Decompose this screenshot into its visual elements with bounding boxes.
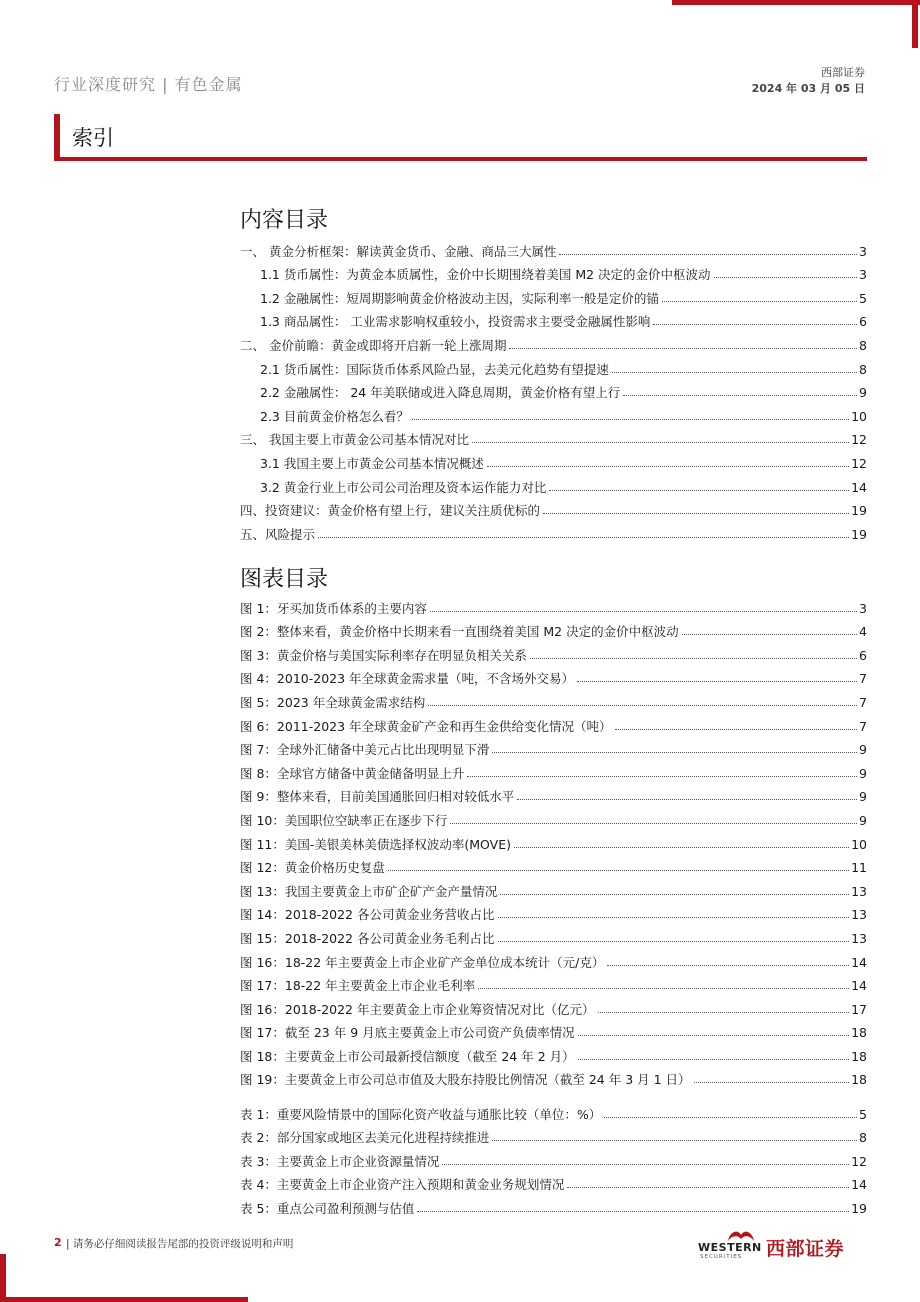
toc-leader-dots <box>472 442 849 443</box>
toc-entry-page: 14 <box>851 479 867 495</box>
toc-entry[interactable] <box>240 876 867 900</box>
toc-entry[interactable] <box>240 236 867 260</box>
toc-entry[interactable] <box>240 947 867 971</box>
toc-leader-dots <box>517 799 857 800</box>
toc-entry-page: 10 <box>851 836 867 852</box>
toc-entry[interactable] <box>240 971 867 995</box>
corner-accent-top-vertical <box>912 0 918 48</box>
toc-entry[interactable] <box>240 1146 867 1170</box>
figures-list <box>240 593 867 1088</box>
toc-entry-page: 17 <box>851 1001 867 1017</box>
toc-entry-page: 13 <box>851 907 867 923</box>
toc-entry-page: 6 <box>859 314 867 330</box>
corner-accent-bottom-horizontal <box>0 1297 248 1302</box>
toc-leader-dots <box>615 729 858 730</box>
logo-chinese: 西部证券 <box>766 1238 845 1260</box>
toc-entry-label: 图 2：整体来看，黄金价格中长期来看一直围绕着美国 M2 决定的金价中枢波动 <box>240 624 679 640</box>
toc-entry-page: 3 <box>859 600 867 616</box>
toc-entry[interactable] <box>240 853 867 877</box>
toc-entry-page: 19 <box>851 1200 867 1216</box>
toc-entry[interactable] <box>240 472 867 496</box>
toc-entry-label: 图 16：18-22 年主要黄金上市企业矿产金单位成本统计（元/克） <box>240 954 605 970</box>
toc-entry[interactable] <box>240 1065 867 1089</box>
toc-leader-dots <box>578 1035 849 1036</box>
section-title: 索引 <box>72 126 114 150</box>
toc-leader-dots <box>442 1164 849 1165</box>
footer-disclaimer: | 请务必仔细阅读报告尾部的投资评级说明和声明 <box>66 1238 294 1250</box>
toc-leader-dots <box>567 1187 849 1188</box>
toc-leader-dots <box>682 634 857 635</box>
toc-entry-label: 2.1 货币属性：国际货币体系风险凸显，去美元化趋势有望提速 <box>260 361 609 377</box>
toc-leader-dots <box>318 537 849 538</box>
toc-leader-dots <box>388 870 849 871</box>
toc-leader-dots <box>577 681 857 682</box>
toc-entry-label: 图 7：全球外汇储备中美元占比出现明显下滑 <box>240 742 490 758</box>
toc-leader-dots <box>467 776 857 777</box>
toc-entry-page: 14 <box>851 978 867 994</box>
toc-leader-dots <box>509 348 857 349</box>
toc-entry[interactable] <box>240 330 867 354</box>
toc-leader-dots <box>492 752 857 753</box>
toc-leader-dots <box>714 277 858 278</box>
toc-entry-label: 表 2：部分国家或地区去美元化进程持续推进 <box>240 1130 490 1146</box>
toc-entry[interactable] <box>240 1041 867 1065</box>
toc-entry-page: 9 <box>859 742 867 758</box>
toc-entry-page: 8 <box>859 361 867 377</box>
toc-leader-dots <box>662 301 857 302</box>
toc-leader-dots <box>428 705 857 706</box>
toc-entry-label: 图 3：黄金价格与美国实际利率存在明显负相关关系 <box>240 647 527 663</box>
toc-entry-label: 3.2 黄金行业上市公司公司治理及资本运作能力对比 <box>260 479 547 495</box>
toc-entry-page: 9 <box>859 765 867 781</box>
tables-list <box>240 1099 867 1217</box>
toc-entry[interactable] <box>240 425 867 449</box>
toc-entry[interactable] <box>240 593 867 617</box>
toc-entry-label: 图 19：主要黄金上市公司总市值及大股东持股比例情况（截至 24 年 3 月 1 日） <box>240 1072 691 1088</box>
toc-entry-label: 表 4：主要黄金上市企业资产注入预期和黄金业务规划情况 <box>240 1177 565 1193</box>
toc-entry-page: 18 <box>851 1048 867 1064</box>
toc-entry-page: 12 <box>851 432 867 448</box>
toc-entry-label: 1.1 货币属性：为黄金本质属性，金价中长期围绕着美国 M2 决定的金价中枢波动 <box>260 267 711 283</box>
toc-entry-page: 18 <box>851 1025 867 1041</box>
toc-entry-label: 五、风险提示 <box>240 526 316 542</box>
section-divider <box>54 157 867 161</box>
toc-entry[interactable] <box>240 687 867 711</box>
toc-leader-dots <box>500 894 849 895</box>
toc-entry[interactable] <box>240 1123 867 1147</box>
toc-entry-label: 图 14：2018-2022 各公司黄金业务营收占比 <box>240 907 495 923</box>
toc-entry[interactable] <box>240 758 867 782</box>
toc-entry[interactable] <box>240 923 867 947</box>
corner-accent-bottom-vertical <box>0 1254 6 1302</box>
toc-leader-dots <box>478 988 849 989</box>
toc-entry-label: 1.2 金融属性：短周期影响黄金价格波动主因，实际利率一般是定价的锚 <box>260 290 659 306</box>
toc-entry-page: 6 <box>859 647 867 663</box>
toc-entry-page: 14 <box>851 1177 867 1193</box>
toc-entry-label: 3.1 我国主要上市黄金公司基本情况概述 <box>260 455 484 471</box>
contents-heading: 内容目录 <box>240 208 329 233</box>
toc-entry-label: 图 4：2010-2023 年全球黄金需求量（吨，不含场外交易） <box>240 671 575 687</box>
toc-entry[interactable] <box>240 1099 867 1123</box>
toc-entry-page: 9 <box>859 789 867 805</box>
toc-entry-label: 2.3 目前黄金价格怎么看？ <box>260 408 409 424</box>
toc-leader-dots <box>607 965 849 966</box>
toc-entry-label: 四、投资建议：黄金价格有望上行，建议关注质优标的 <box>240 503 541 519</box>
toc-entry-page: 19 <box>851 503 867 519</box>
toc-entry[interactable] <box>240 829 867 853</box>
toc-entry-page: 7 <box>859 694 867 710</box>
toc-entry-label: 表 5：重点公司盈利预测与估值 <box>240 1200 415 1216</box>
toc-leader-dots <box>450 823 857 824</box>
toc-leader-dots <box>694 1082 850 1083</box>
toc-entry[interactable] <box>240 378 867 402</box>
toc-entry-page: 7 <box>859 718 867 734</box>
toc-entry[interactable] <box>240 260 867 284</box>
toc-entry[interactable] <box>240 735 867 759</box>
toc-leader-dots <box>498 941 850 942</box>
toc-entry-label: 图 8：全球官方储备中黄金储备明显上升 <box>240 765 465 781</box>
toc-leader-dots <box>412 419 849 420</box>
toc-entry-page: 8 <box>859 337 867 353</box>
toc-entry[interactable] <box>240 401 867 425</box>
toc-entry-label: 图 15：2018-2022 各公司黄金业务毛利占比 <box>240 930 495 946</box>
toc-leader-dots <box>598 1012 850 1013</box>
section-marker <box>54 114 60 160</box>
broker-name: 西部证券 <box>821 66 865 79</box>
toc-entry-page: 11 <box>851 860 867 876</box>
toc-entry[interactable] <box>240 640 867 664</box>
toc-leader-dots <box>549 490 849 491</box>
toc-entry[interactable] <box>240 1170 867 1194</box>
corner-accent-top-horizontal <box>672 0 920 5</box>
toc-entry-page: 13 <box>851 883 867 899</box>
logo-english-sub: SECURITIES <box>700 1254 743 1260</box>
toc-entry[interactable] <box>240 1193 867 1217</box>
toc-entry-label: 图 1：牙买加货币体系的主要内容 <box>240 600 427 616</box>
toc-entry-page: 19 <box>851 526 867 542</box>
toc-entry[interactable] <box>240 354 867 378</box>
toc-entry[interactable] <box>240 782 867 806</box>
toc-entry[interactable] <box>240 805 867 829</box>
toc-leader-dots <box>530 658 857 659</box>
toc-entry-label: 图 16：2018-2022 年主要黄金上市企业筹资情况对比（亿元） <box>240 1001 595 1017</box>
toc-leader-dots <box>604 1117 857 1118</box>
toc-entry-page: 9 <box>859 812 867 828</box>
toc-entry-label: 图 18：主要黄金上市公司最新授信额度（截至 24 年 2 月） <box>240 1048 575 1064</box>
toc-entry-label: 图 5：2023 年全球黄金需求结构 <box>240 694 426 710</box>
toc-entry-page: 13 <box>851 930 867 946</box>
toc-entry[interactable] <box>240 519 867 543</box>
page-number: 2 <box>54 1236 62 1249</box>
toc-entry[interactable] <box>240 711 867 735</box>
toc-entry-label: 图 11：美国-美银美林美债选择权波动率(MOVE) <box>240 836 511 852</box>
toc-entry-page: 5 <box>859 1106 867 1122</box>
toc-entry-label: 二、 金价前瞻：黄金或即将开启新一轮上涨周期 <box>240 337 507 353</box>
toc-entry-label: 图 17：截至 23 年 9 月底主要黄金上市公司资产负债率情况 <box>240 1025 575 1041</box>
toc-entry[interactable] <box>240 664 867 688</box>
toc-entry-page: 5 <box>859 290 867 306</box>
toc-entry-page: 18 <box>851 1072 867 1088</box>
toc-entry-label: 2.2 金融属性： 24 年美联储或进入降息周期，黄金价格有望上行 <box>260 385 621 401</box>
toc-entry-page: 3 <box>859 267 867 283</box>
toc-entry-label: 三、 我国主要上市黄金公司基本情况对比 <box>240 432 469 448</box>
toc-entry[interactable] <box>240 307 867 331</box>
toc-entry-label: 图 12：黄金价格历史复盘 <box>240 860 385 876</box>
report-date: 2024 年 03 月 05 日 <box>751 82 865 95</box>
toc-entry[interactable] <box>240 448 867 472</box>
toc-leader-dots <box>487 466 849 467</box>
toc-leader-dots <box>417 1211 849 1212</box>
toc-entry-page: 12 <box>851 455 867 471</box>
toc-entry-label: 1.3 商品属性： 工业需求影响权重较小，投资需求主要受金融属性影响 <box>260 314 651 330</box>
toc-entry-page: 9 <box>859 385 867 401</box>
toc-entry-page: 7 <box>859 671 867 687</box>
toc-leader-dots <box>559 254 857 255</box>
toc-entry-label: 一、 黄金分析框架：解读黄金货币、金融、商品三大属性 <box>240 243 557 259</box>
toc-leader-dots <box>543 513 849 514</box>
toc-entry-label: 图 6：2011-2023 年全球黄金矿产金和再生金供给变化情况（吨） <box>240 718 612 734</box>
toc-entry-label: 图 9：整体来看，目前美国通胀回归相对较低水平 <box>240 789 515 805</box>
toc-entry-label: 表 3：主要黄金上市企业资源量情况 <box>240 1153 440 1169</box>
toc-entry-page: 14 <box>851 954 867 970</box>
toc-entry[interactable] <box>240 496 867 520</box>
toc-entry-page: 8 <box>859 1130 867 1146</box>
contents-list <box>240 236 867 543</box>
toc-leader-dots <box>653 324 857 325</box>
toc-entry[interactable] <box>240 900 867 924</box>
toc-entry[interactable] <box>240 1018 867 1042</box>
toc-entry-page: 4 <box>859 624 867 640</box>
toc-entry-page: 10 <box>851 408 867 424</box>
toc-entry[interactable] <box>240 283 867 307</box>
broker-logo <box>698 1227 868 1261</box>
toc-leader-dots <box>430 611 857 612</box>
toc-leader-dots <box>623 395 857 396</box>
toc-entry[interactable] <box>240 994 867 1018</box>
report-category: 行业深度研究 | 有色金属 <box>54 75 243 94</box>
toc-leader-dots <box>492 1140 857 1141</box>
toc-entry-label: 图 13：我国主要黄金上市矿企矿产金产量情况 <box>240 883 498 899</box>
toc-entry-label: 图 10：美国职位空缺率正在逐步下行 <box>240 812 448 828</box>
toc-leader-dots <box>498 917 850 918</box>
toc-leader-dots <box>578 1059 849 1060</box>
toc-entry-page: 3 <box>859 243 867 259</box>
toc-leader-dots <box>612 372 857 373</box>
toc-entry-label: 表 1：重要风险情景中的国际化资产收益与通胀比较（单位：%） <box>240 1106 602 1122</box>
figures-heading: 图表目录 <box>240 567 329 592</box>
toc-entry-page: 12 <box>851 1153 867 1169</box>
toc-leader-dots <box>514 847 849 848</box>
logo-english: WESTERN <box>698 1241 762 1254</box>
toc-entry[interactable] <box>240 617 867 641</box>
toc-entry-label: 图 17：18-22 年主要黄金上市企业毛利率 <box>240 978 476 994</box>
